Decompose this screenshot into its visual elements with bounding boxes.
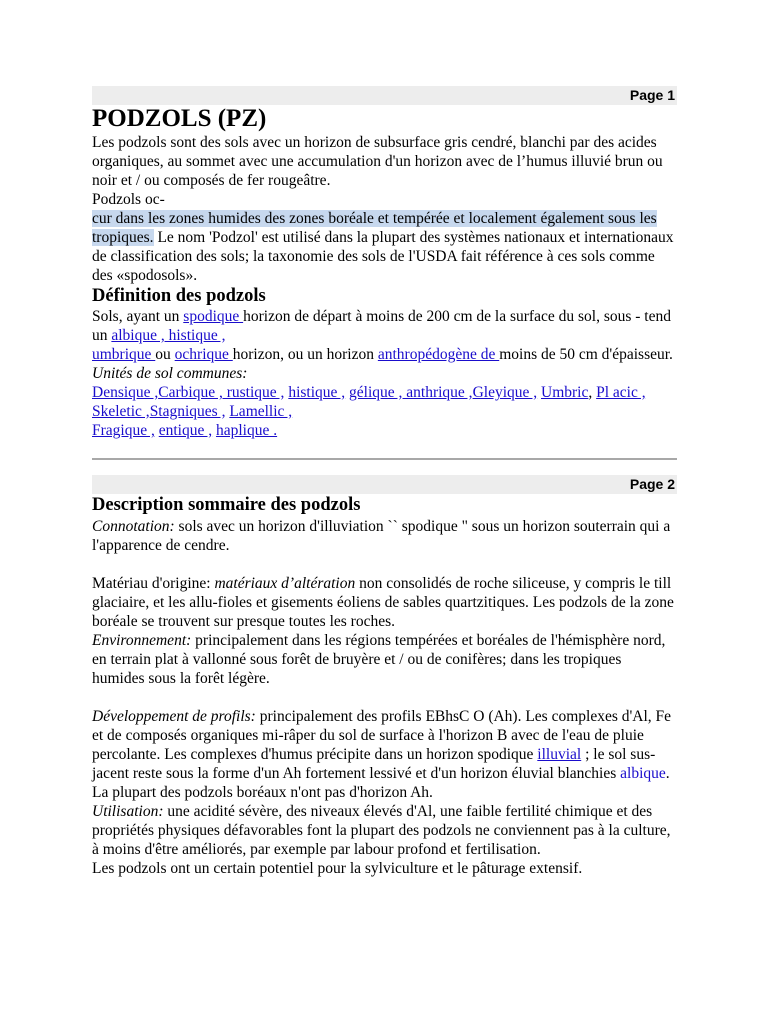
- environment-label: Environnement:: [92, 632, 192, 649]
- definition-text: horizon de départ à moins de 200 cm de la surface du sol, sous - tend un: [92, 308, 671, 344]
- link-anthropedogene[interactable]: anthropédogène de: [377, 346, 500, 363]
- utilisation-paragraph: [92, 802, 677, 859]
- link-illuvial[interactable]: illuvial: [537, 746, 582, 763]
- utilisation-text: une acidité sévère, des niveaux élevés d'Al, une faible fertilité chimique et des propriétés physiques défavorables font la plupart des podzols ne conviennent pas à la culture, à moins d'être améliorés, par exemple par labour profond et fertilisation.: [92, 803, 671, 858]
- link-entique[interactable]: entique ,: [158, 422, 213, 439]
- connotation-label: Connotation:: [92, 518, 175, 535]
- link-albique[interactable]: albique: [620, 765, 666, 782]
- definition-text: moins de 50 cm d'épaisseur.: [499, 346, 673, 363]
- development-label: Développement de profils:: [92, 708, 256, 725]
- link-umbrique[interactable]: umbrique: [92, 346, 156, 363]
- spacer: [92, 688, 677, 707]
- page-2-content: [92, 494, 677, 878]
- document-title: PODZOLS (PZ): [92, 105, 267, 132]
- occurrence-rest: Le nom 'Podzol' est utilisé dans la plupart des systèmes nationaux et internationaux de classification des sols; la taxonomie des sols de l'USDA fait référence à ces sols comme des «spodosols».: [92, 229, 674, 284]
- material-text: non consolidés de roche siliceuse, y compris le till glaciaire, et les allu-fioles et gisements éoliens de sables quartzitiques. Les podzols de la zone boréale se trouvent sur presque toutes les roches.: [92, 575, 674, 630]
- link-fragique[interactable]: Fragique ,: [92, 422, 155, 439]
- page-1-label: Page 1: [629, 87, 675, 103]
- occurrence-paragraph: [92, 190, 677, 285]
- definition-text: horizon, ou un horizon: [232, 346, 378, 363]
- development-paragraph: [92, 707, 677, 802]
- link-densique[interactable]: Densique ,: [92, 384, 159, 401]
- closing-paragraph: Les podzols ont un certain potentiel pour la sylviculture et le pâturage extensif.: [92, 860, 583, 877]
- link-histique[interactable]: histique ,: [288, 384, 346, 401]
- material-paragraph: [92, 574, 677, 631]
- description-heading: Description sommaire des podzols: [92, 495, 361, 515]
- material-italic: matériaux d’altération: [214, 575, 356, 592]
- link-ochrique[interactable]: ochrique: [174, 346, 233, 363]
- link-haplique[interactable]: haplique .: [215, 422, 278, 439]
- connotation-paragraph: [92, 517, 677, 555]
- utilisation-label: Utilisation:: [92, 803, 164, 820]
- link-lamellic[interactable]: Lamellic ,: [229, 403, 293, 420]
- definition-text: ou: [155, 346, 175, 363]
- definition-paragraph: [92, 307, 677, 364]
- definition-heading: Définition des podzols: [92, 286, 266, 306]
- environment-paragraph: [92, 631, 677, 688]
- connotation-text: sols avec un horizon d'illuviation `` spodique " sous un horizon souterrain qui a l'apparence de cendre.: [92, 518, 671, 554]
- material-label: Matériau d'origine:: [92, 575, 215, 592]
- link-stagniques[interactable]: Stagniques ,: [149, 403, 226, 420]
- page-2-header: [92, 475, 677, 494]
- intro-paragraph: Les podzols sont des sols avec un horizon de subsurface gris cendré, blanchi par des acides organiques, au sommet avec une accumulation d'un horizon avec de l’humus illuvié brun ou noir et / ou composés de fer rougeâtre.: [92, 134, 663, 189]
- development-text: . La plupart des podzols boréaux n'ont pas d'horizon Ah.: [92, 765, 670, 801]
- spacer: [92, 555, 677, 574]
- link-umbric[interactable]: Umbric: [541, 384, 589, 401]
- occurrence-line: Podzols oc-: [92, 191, 165, 208]
- link-spodique[interactable]: spodique: [183, 308, 244, 325]
- page-2-label: Page 2: [629, 476, 675, 492]
- page-1-content: [92, 105, 677, 440]
- units-heading-text: Unités de sol communes:: [92, 365, 248, 382]
- units-heading: [92, 364, 677, 383]
- link-gelique-anthrique[interactable]: gélique , anthrique ,: [349, 384, 473, 401]
- link-gleyique[interactable]: Gleyique ,: [472, 384, 538, 401]
- link-placic[interactable]: Pl acic ,: [596, 384, 646, 401]
- definition-text: Sols, ayant un: [92, 308, 184, 325]
- development-text: principalement des profils EBhsC O (Ah). Les complexes d'Al, Fe et de composés organiques mi-râper du sol de surface à l'horizon B avec de l'eau de pluie percolante. Les complexes d'humus précipite dans un horizon spodique: [92, 708, 672, 763]
- environment-text: principalement dans les régions tempérées et boréales de l'hémisphère nord, en terrain plat à vallonné sous forêt de bruyère et / ou de conifères; dans les tropiques humides sous la forêt légère.: [92, 632, 666, 687]
- page-1-header: [92, 86, 677, 105]
- link-carbique-rustique[interactable]: Carbique , rustique ,: [158, 384, 285, 401]
- highlighted-text[interactable]: cur dans les zones humides des zones boréale et tempérée et localement également sous les tropiques.: [92, 210, 657, 246]
- development-text: ; le sol sus-jacent reste sous la forme d'un Ah fortement lessivé et d'un horizon éluvial blanchies: [92, 746, 656, 782]
- units-list: Densique ,Carbique , rustique , histique , gélique , anthrique ,Gleyique , Umbric, Pl acic , Skeletic ,Stagniques , Lamellic , Fragique , entique , haplique .: [92, 384, 646, 439]
- page-separator: [92, 458, 677, 460]
- link-albique-histique[interactable]: albique , histique ,: [111, 327, 226, 344]
- link-skeletic[interactable]: Skeletic ,: [92, 403, 150, 420]
